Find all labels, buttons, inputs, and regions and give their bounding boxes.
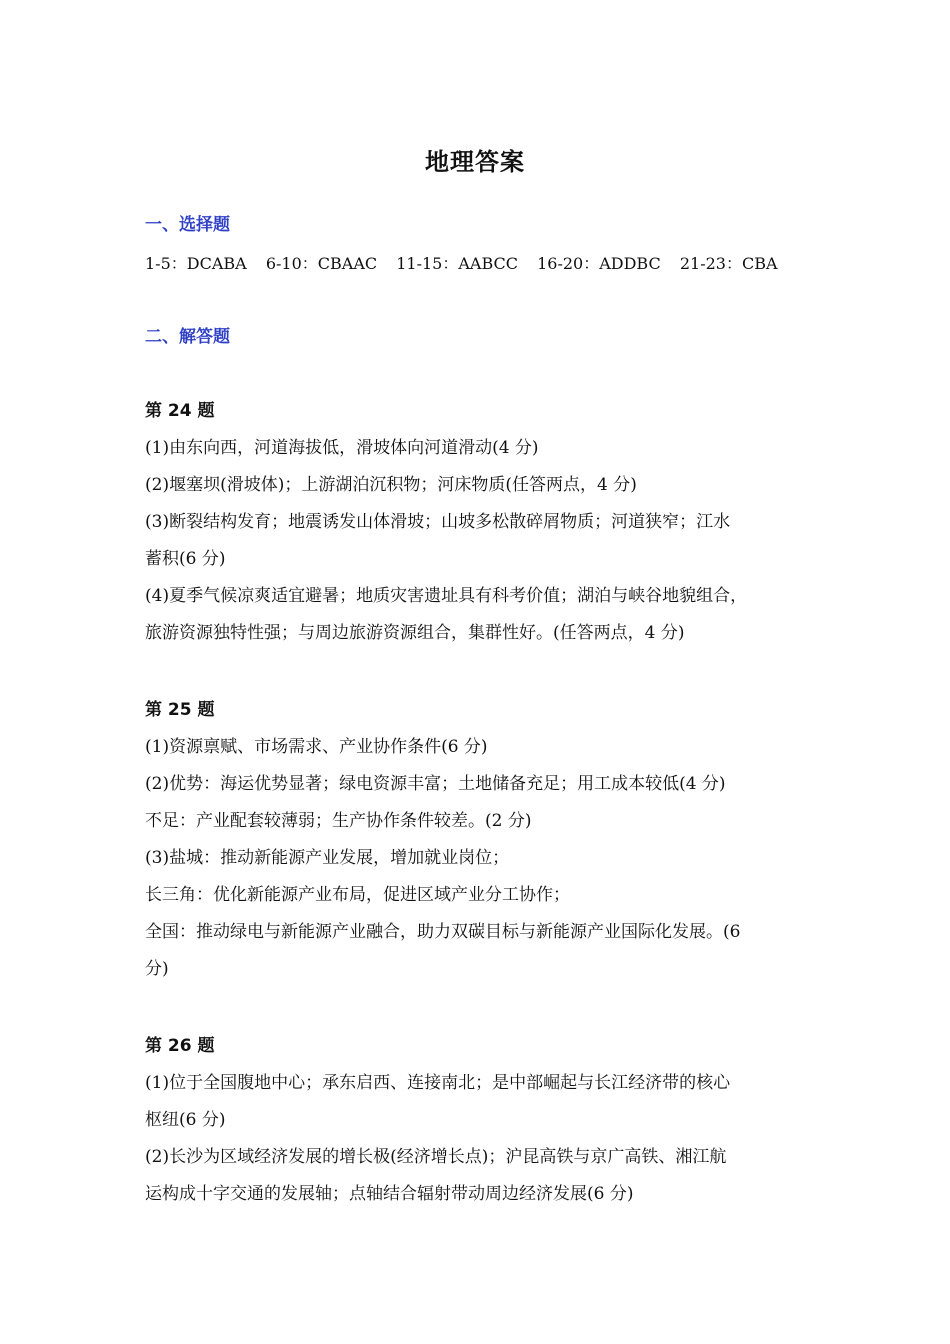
question-title: 第 26 题 (145, 1036, 215, 1056)
answer-line: 全国：推动绿电与新能源产业融合，助力双碳目标与新能源产业国际化发展。(6 (145, 922, 741, 942)
answer-line: (3)盐城：推动新能源产业发展，增加就业岗位； (145, 848, 510, 868)
answer-line: (4)夏季气候凉爽适宜避暑；地质灾害遗址具有科考价值；湖泊与峡谷地貌组合， (145, 586, 748, 606)
question-25 (145, 692, 815, 988)
question-26 (145, 1028, 815, 1213)
choice-answer-group: 6-10：CBAAC (265, 254, 378, 273)
choice-answer-group: 1-5：DCABA (145, 254, 247, 273)
answer-line: 旅游资源独特性强；与周边旅游资源组合，集群性好。(任答两点，4 分) (145, 623, 685, 643)
answer-line: (1)资源禀赋、市场需求、产业协作条件(6 分) (145, 737, 488, 757)
answer-line: (2)优势：海运优势显著；绿电资源丰富；土地储备充足；用工成本较低(4 分) (145, 774, 726, 794)
answer-line: 蓄积(6 分) (145, 549, 226, 569)
choice-answer-group: 16-20：ADDBC (537, 254, 661, 273)
answer-line: (3)断裂结构发育；地震诱发山体滑坡；山坡多松散碎屑物质；河道狭窄；江水 (145, 512, 731, 532)
answer-line: 分) (145, 959, 169, 979)
answer-line: (1)位于全国腹地中心；承东启西、连接南北；是中部崛起与长江经济带的核心 (145, 1073, 731, 1093)
answer-line: 长三角：优化新能源产业布局，促进区域产业分工协作； (145, 885, 570, 905)
choice-answer-group: 21-23：CBA (679, 254, 778, 273)
answer-line: (2)堰塞坝(滑坡体)；上游湖泊沉积物；河床物质(任答两点，4 分) (145, 475, 637, 495)
answer-line: 不足：产业配套较薄弱；生产协作条件较差。(2 分) (145, 811, 532, 831)
answer-line: (1)由东向西，河道海拔低，滑坡体向河道滑动(4 分) (145, 438, 539, 458)
answer-line: 运构成十字交通的发展轴；点轴结合辐射带动周边经济发展(6 分) (145, 1184, 634, 1204)
answer-line: (2)长沙为区域经济发展的增长极(经济增长点)；沪昆高铁与京广高铁、湘江航 (145, 1147, 727, 1167)
section-heading-answers: 二、解答题 (145, 327, 230, 347)
question-title: 第 24 题 (145, 401, 215, 421)
page-title: 地理答案 (425, 148, 525, 176)
section-heading-choice: 一、选择题 (145, 215, 230, 235)
question-24 (145, 393, 815, 652)
choice-answers (145, 252, 792, 276)
question-title: 第 25 题 (145, 700, 215, 720)
answer-line: 枢纽(6 分) (145, 1110, 226, 1130)
choice-answer-group: 11-15：AABCC (396, 254, 518, 273)
